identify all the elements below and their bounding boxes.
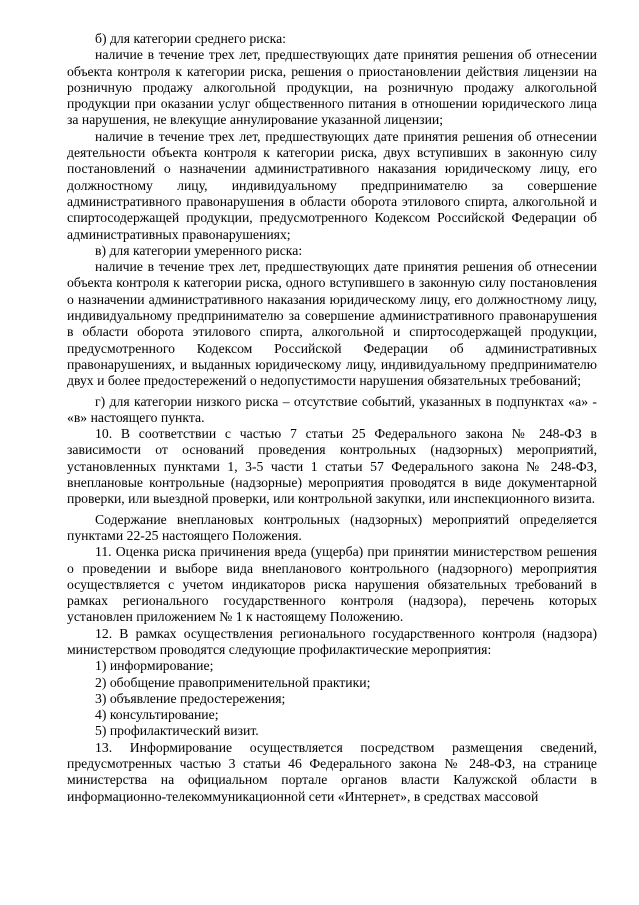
- document-body: [67, 31, 597, 805]
- paragraph-medium-risk-heading: б) для категории среднего риска:: [95, 31, 286, 46]
- paragraph-unplanned-content: Содержание внеплановых контрольных (надзорных) мероприятий определяется пунктами 22-25 настоящего Положения.: [67, 511, 597, 543]
- paragraph-two-penalties: наличие в течение трех лет, предшествующих дате принятия решения об отнесении деятельности объекта контроля к категории риска, двух вступивших в законную силу постановлений о назначении административного наказания юридическому лицу, его должностному лицу, индивидуальному предпринимателю за совершение административного правонарушения в области оборота этилового спирта, алкогольной и спиртосодержащей продукции, предусмотренного Кодексом Российской Федерации об административных правонарушениях;: [67, 128, 597, 242]
- list-item: 4) консультирование;: [95, 707, 219, 723]
- paragraph-item-13: 13. Информирование осуществляется посредством размещения сведений, предусмотренных частью 3 статьи 46 Федерального закона № 248-ФЗ, на странице министерства на официальном портале органов власти Калужской области в информационно-телекоммуникационной сети «Интернет», в средствах массовой: [67, 739, 597, 804]
- paragraph-item-10: 10. В соответствии с частью 7 статьи 25 Федерального закона № 248-ФЗ в зависимости от оснований проведения контрольных (надзорных) мероприятий, установленных пунктами 1, 3-5 части 1 статьи 57 Федерального закона № 248-ФЗ, внеплановые контрольные (надзорные) мероприятия проводятся в виде документарной проверки, или выездной проверки, или контрольной закупки, или инспекционного визита.: [67, 426, 597, 507]
- list-item: 3) объявление предостережения;: [95, 690, 286, 706]
- prevention-measures-list: [67, 658, 597, 739]
- list-item: 5) профилактический визит.: [95, 723, 259, 739]
- paragraph-item-11: 11. Оценка риска причинения вреда (ущерба) при принятии министерством решения о проведении и выборе вида внепланового контрольного (надзорного) мероприятия осуществляется с учетом индикаторов риска нарушения обязательных требований в рамках регионального государственного контроля (надзора), перечень которых установлен приложением № 1 к настоящему Положению.: [67, 544, 597, 625]
- paragraph-item-12: 12. В рамках осуществления регионального государственного контроля (надзора) министерством проводятся следующие профилактические мероприятия:: [67, 625, 597, 657]
- list-item: 1) информирование;: [95, 658, 214, 674]
- paragraph-moderate-risk-heading: в) для категории умеренного риска:: [95, 242, 303, 258]
- paragraph-one-penalty: наличие в течение трех лет, предшествующих дате принятия решения об отнесении объекта контроля к категории риска, одного вступившего в законную силу постановления о назначении административного наказания юридическому лицу, его должностному лицу, индивидуальному предпринимателю за совершение административного правонарушения в области оборота этилового спирта, алкогольной и спиртосодержащей продукции, предусмотренного Кодексом Российской Федерации об административных правонарушениях, и выданных юридическому лицу, индивидуальному предпринимателю двух и более предостережений о недопустимости нарушения обязательных требований;: [67, 259, 597, 389]
- list-item: 2) обобщение правоприменительной практики;: [95, 674, 371, 690]
- paragraph-low-risk: г) для категории низкого риска – отсутствие событий, указанных в подпунктах «а» - «в» настоящего пункта.: [67, 393, 597, 425]
- paragraph-license-suspension: наличие в течение трех лет, предшествующих дате принятия решения об отнесении объекта контроля к категории риска, решения о приостановлении действия лицензии на розничную продажу алкогольной продукции, на розничную продажу алкогольной продукции при оказании услуг общественного питания в отношении юридического лица за нарушения, не влекущие аннулирование указанной лицензии;: [67, 47, 597, 128]
